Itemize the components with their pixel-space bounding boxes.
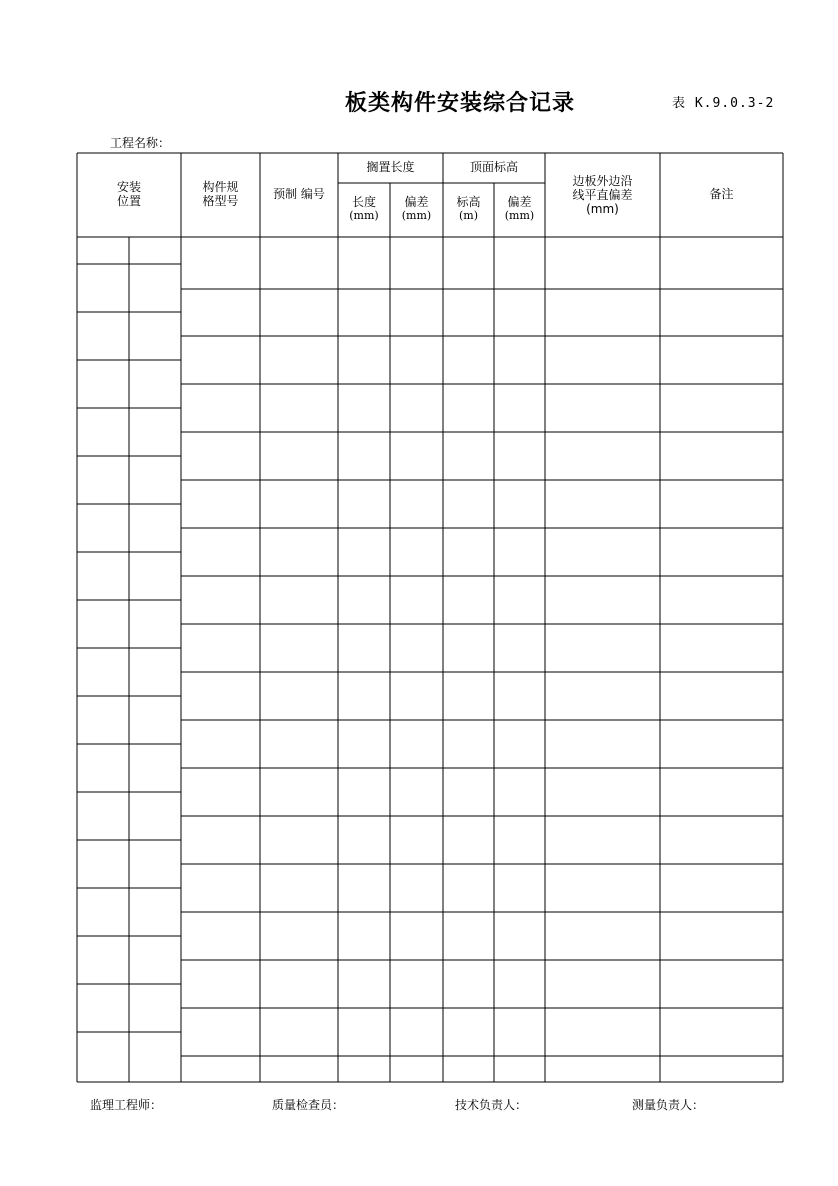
header-deviation-2-unit: (mm): [504, 208, 535, 222]
quality-inspector-label: 质量检查员：: [272, 1098, 345, 1112]
header-elevation-unit: (m): [458, 208, 478, 222]
header-length: [338, 196, 390, 222]
page-title: 板类构件安装综合记录: [344, 91, 575, 116]
header-deviation-2-label: 偏差: [507, 195, 532, 209]
header-deviation-1: [390, 196, 443, 222]
header-elevation-label: 标高: [456, 195, 481, 209]
header-length-label: 长度: [351, 195, 376, 209]
table-lines: [77, 153, 783, 1082]
header-precast-number: 预制 编号: [273, 187, 325, 201]
header-length-unit: (mm): [349, 208, 379, 222]
survey-lead-label: 测量负责人：: [632, 1098, 705, 1112]
header-elevation: [443, 196, 494, 222]
header-spec-model: 构件规 格型号: [202, 180, 239, 208]
project-name-label: 工程名称：: [110, 136, 171, 150]
header-deviation-1-unit: (mm): [401, 208, 432, 222]
header-deviation-1-label: 偏差: [404, 195, 429, 209]
header-bearing-length: 搁置长度: [366, 160, 415, 174]
header-deviation-2: [494, 196, 545, 222]
header-remarks: 备注: [709, 187, 734, 201]
header-top-elevation: 顶面标高: [469, 160, 518, 174]
form-code: 表 K.9.0.3-2: [672, 96, 775, 111]
technical-lead-label: 技术负责人：: [455, 1098, 528, 1112]
header-edge-straightness: 边板外边沿 线平直偏差 (mm): [572, 174, 633, 216]
header-install-position: 安装 位置: [116, 180, 141, 208]
supervisor-label: 监理工程师：: [90, 1098, 163, 1112]
